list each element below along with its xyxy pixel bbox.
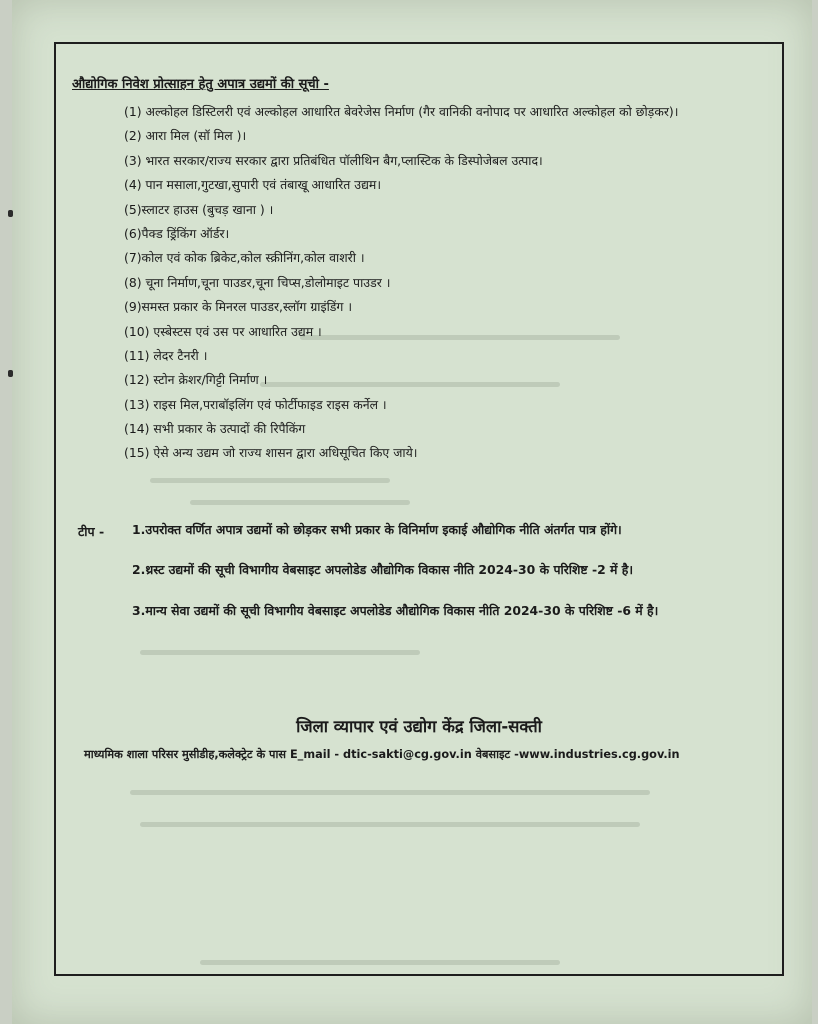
list-item: (12) स्टोन क्रेशर/गिट्टी निर्माण ।: [124, 372, 268, 388]
note-1: 1.उपरोक्त वर्णित अपात्र उद्यमों को छोड़कर सभी प्रकार के विनिर्माण इकाई औद्योगिक नीति अंतर्गत पात्र होंगे।: [132, 522, 622, 537]
scan-mark: [8, 370, 13, 377]
list-item: (8) चूना निर्माण,चूना पाउडर,चूना चिप्स,डोलोमाइट पाउडर ।: [124, 274, 391, 290]
show-through-smudge: [130, 790, 650, 795]
scan-mark: [8, 210, 13, 217]
office-name-block: [0, 714, 818, 737]
list-item: (11) लेदर टैनरी ।: [124, 347, 208, 363]
list-item: (3) भारत सरकार/राज्य सरकार द्वारा प्रतिबंधित पॉलीथिन बैग,प्लास्टिक के डिस्पोजेबल उत्पाद।: [124, 152, 543, 168]
note-2: 2.थ्रस्ट उद्यमों की सूची विभागीय वेबसाइट अपलोडेड औद्योगिक विकास नीति 2024-30 के परिशिष्ट -2 में है।: [132, 562, 634, 577]
show-through-smudge: [200, 960, 560, 965]
note-3: 3.मान्य सेवा उद्यमों की सूची विभागीय वेबसाइट अपलोडेड औद्योगिक विकास नीति 2024-30 के परिशिष्ट -6 में है।: [132, 603, 659, 618]
list-item: (7)कोल एवं कोक ब्रिकेट,कोल स्क्रीनिंग,कोल वाशरी ।: [124, 250, 365, 266]
list-item: (13) राइस मिल,पराबॉइलिंग एवं फोर्टीफाइड राइस कर्नेल ।: [124, 396, 387, 412]
list-item: (2) आरा मिल (सॉ मिल )।: [124, 128, 247, 144]
show-through-smudge: [140, 822, 640, 827]
list-item: (15) ऐसे अन्य उद्यम जो राज्य शासन द्वारा अधिसूचित किए जाये।: [124, 445, 418, 461]
show-through-smudge: [140, 650, 420, 655]
show-through-smudge: [150, 478, 390, 483]
show-through-smudge: [190, 500, 410, 505]
list-item: (4) पान मसाला,गुटखा,सुपारी एवं तंबाखू आधारित उद्यम।: [124, 177, 382, 193]
list-item: (5)स्लाटर हाउस (बुचड़ खाना ) ।: [124, 201, 274, 217]
list-heading: औद्योगिक निवेश प्रोत्साहन हेतु अपात्र उद्यमों की सूची -: [72, 77, 329, 92]
office-address: माध्यमिक शाला परिसर मुसीडीह,कलेक्ट्रेट के पास E_mail - dtic-sakti@cg.gov.in वेबसाइट -www.industries.cg.gov.in: [84, 748, 680, 761]
office-name: जिला व्यापार एवं उद्योग केंद्र जिला-सक्ती: [296, 717, 542, 736]
list-item: (14) सभी प्रकार के उत्पादों की रिपैकिंग: [124, 421, 306, 437]
list-item: (9)समस्त प्रकार के मिनरल पाउडर,स्लॉग ग्राइंडिंग ।: [124, 299, 353, 315]
ineligible-industries-list: [124, 100, 678, 466]
list-item: (1) अल्कोहल डिस्टिलरी एवं अल्कोहल आधारित बेवरेजेस निर्माण (गैर वानिकी वनोपाद पर आधारित अल्कोहल को छोड़कर)।: [124, 104, 679, 119]
note-label: टीप -: [78, 524, 105, 539]
list-item: (10) एस्बेस्टस एवं उस पर आधारित उद्यम ।: [124, 323, 322, 339]
list-item: (6)पैक्ड ड्रिंकिंग ऑर्डर।: [124, 225, 230, 241]
